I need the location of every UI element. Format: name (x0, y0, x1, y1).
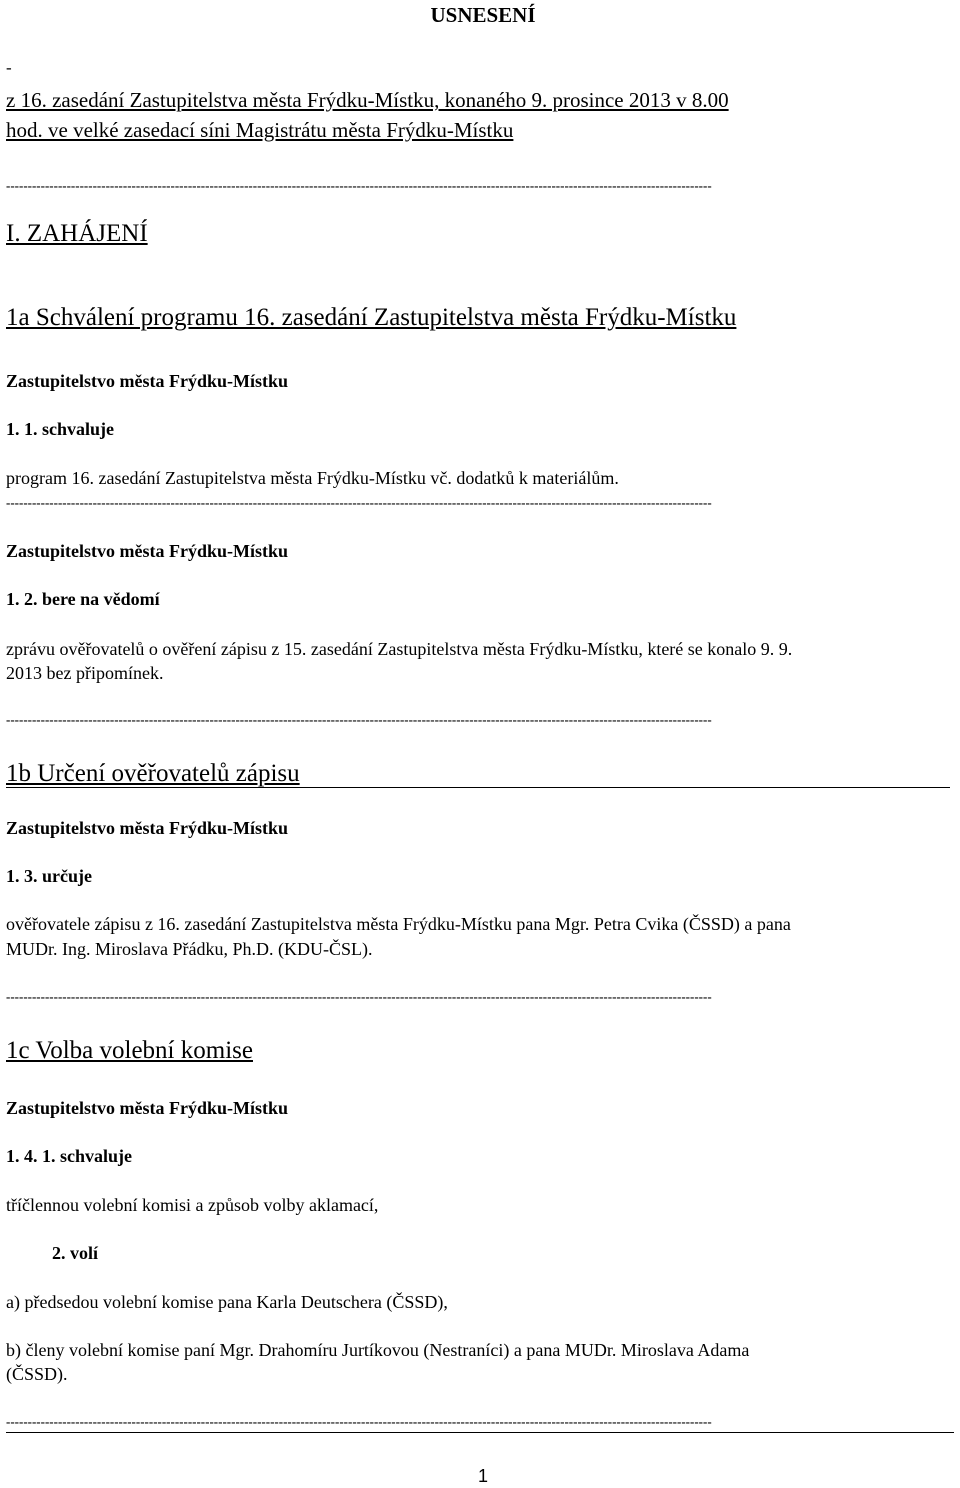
list-item-b-line-2: (ČSSD). (6, 1364, 68, 1384)
resolution-text-1-1: program 16. zasedání Zastupitelstva města Frýdku-Místku vč. dodatků k materiálům. (6, 468, 619, 488)
org-label-1c: Zastupitelstvo města Frýdku-Místku (6, 1098, 289, 1118)
page-number: 1 (477, 1466, 488, 1486)
heading-1b-text: 1b Určení ověřovatelů zápisu (6, 760, 300, 787)
heading-1b (6, 760, 300, 788)
org-label-1b: Zastupitelstvo města Frýdku-Místku (6, 818, 289, 838)
org-label-1a-1: Zastupitelstvo města Frýdku-Místku (6, 371, 289, 391)
separator-4: ------------------------------------------------------------------------------------------------------------------------------------------------------------------- (6, 989, 712, 1004)
resolution-text-1-2-line-2: 2013 bez připomínek. (6, 663, 164, 683)
resolution-number-1-3: 1. 3. určuje (6, 866, 92, 886)
resolution-text-1-4-1: tříčlennou volební komisi a způsob volby aklamací, (6, 1195, 379, 1215)
org-label-1a-2: Zastupitelstvo města Frýdku-Místku (6, 541, 289, 561)
heading-1a: 1a Schválení programu 16. zasedání Zastupitelstva města Frýdku-Místku (6, 304, 737, 331)
resolution-number-1-2: 1. 2. bere na vědomí (6, 589, 160, 609)
resolution-text-1-2-line-1: zprávu ověřovatelů o ověření zápisu z 15. zasedání Zastupitelstva města Frýdku-Místku, které se konalo 9. 9. (6, 639, 793, 659)
separator-3: ------------------------------------------------------------------------------------------------------------------------------------------------------------------- (6, 712, 712, 727)
intro-line-2: hod. ve velké zasedací síni Magistrátu města Frýdku-Místku (6, 118, 514, 142)
resolution-number-1-4-2: 2. volí (52, 1243, 99, 1263)
list-item-a: a) předsedou volební komise pana Karla Deutschera (ČSSD), (6, 1292, 448, 1312)
resolution-text-1-3-line-1: ověřovatele zápisu z 16. zasedání Zastupitelstva města Frýdku-Místku pana Mgr. Petra Cvika (ČSSD) a pana (6, 914, 791, 934)
separator-1: ------------------------------------------------------------------------------------------------------------------------------------------------------------------- (6, 178, 712, 193)
intro-line-1: z 16. zasedání Zastupitelstva města Frýdku-Místku, konaného 9. prosince 2013 v 8.00 (6, 88, 729, 112)
separator-2: ------------------------------------------------------------------------------------------------------------------------------------------------------------------- (6, 495, 712, 510)
resolution-number-1-4-1: 1. 4. 1. schvaluje (6, 1146, 132, 1166)
small-dash: - (6, 58, 12, 77)
heading-1c: 1c Volba volební komise (6, 1037, 253, 1064)
list-item-b-line-1: b) členy volební komise paní Mgr. Drahomíru Jurtíkovou (Nestraníci) a pana MUDr. Miroslava Adama (6, 1340, 750, 1360)
document-title: USNESENÍ (430, 3, 536, 27)
separator-5: ------------------------------------------------------------------------------------------------------------------------------------------------------------------- (6, 1414, 712, 1429)
resolution-text-1-3-line-2: MUDr. Ing. Miroslava Přádku, Ph.D. (KDU-ČSL). (6, 939, 373, 959)
bottom-rule (6, 1432, 954, 1433)
resolution-number-1-1: 1. 1. schvaluje (6, 419, 114, 439)
section-heading-zahajeni: I. ZAHÁJENÍ (6, 220, 148, 247)
heading-1b-underline (6, 787, 950, 788)
